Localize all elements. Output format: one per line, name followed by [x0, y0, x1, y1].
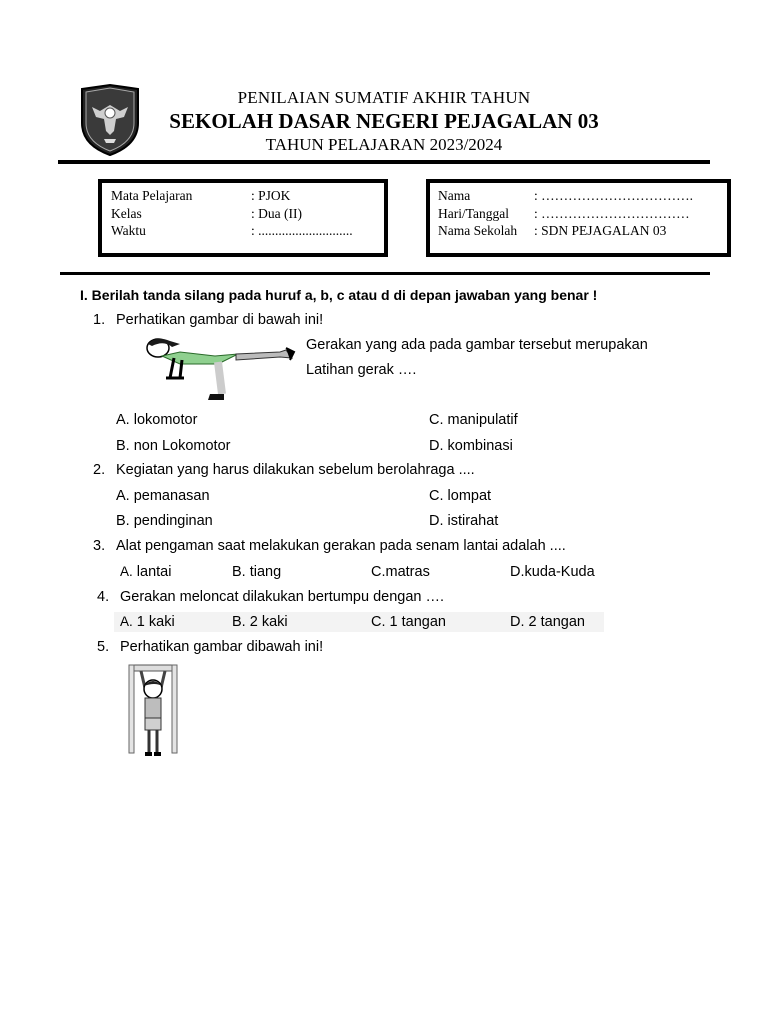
q2-option-a[interactable]: A. pemanasan [116, 488, 210, 504]
q3-option-a-letter: A. [120, 564, 133, 579]
q2-option-d[interactable]: D. istirahat [429, 513, 499, 529]
subject-info-box [98, 179, 388, 257]
q4-option-c[interactable]: C. 1 tangan [371, 614, 446, 630]
school-name: SEKOLAH DASAR NEGERI PEJAGALAN 03 [169, 109, 599, 133]
q4-option-a[interactable] [120, 614, 175, 630]
info-row-name [438, 187, 693, 205]
q2-number: 2. [93, 462, 106, 478]
q4-number: 4. [97, 589, 110, 605]
hanging-bar-illustration [125, 662, 181, 762]
plank-exercise-illustration [140, 334, 298, 406]
info-label: Kelas [111, 205, 142, 221]
info-value: : PJOK [251, 188, 291, 203]
q2-text: Kegiatan yang harus dilakukan sebelum berolahraga .... [116, 462, 475, 478]
q1-option-d[interactable]: D. kombinasi [429, 438, 513, 454]
info-label: Nama Sekolah [438, 223, 518, 238]
info-label: Mata Pelajaran [111, 188, 193, 203]
q4-option-a-letter: A. [120, 614, 133, 629]
info-row-class [111, 205, 353, 223]
info-value: : Dua (II) [251, 205, 302, 221]
q1-option-a[interactable]: A. lokomotor [116, 412, 198, 428]
info-row-date [438, 205, 693, 223]
q1-option-b[interactable]: B. non Lokomotor [116, 438, 231, 454]
q3-option-b[interactable]: B. tiang [232, 564, 282, 580]
info-row-subject [111, 187, 353, 205]
q3-option-c[interactable]: C.matras [371, 564, 430, 580]
info-value: : SDN PEJAGALAN 03 [534, 223, 667, 238]
info-row-school [438, 222, 693, 240]
q5-number: 5. [97, 639, 110, 655]
q3-option-a-text: lantai [136, 564, 172, 580]
q2-option-c[interactable]: C. lompat [429, 488, 492, 504]
info-value: : …………………………… [534, 205, 690, 221]
student-info-box [426, 179, 731, 257]
q4-text: Gerakan meloncat dilakukan bertumpu dengan …. [120, 589, 445, 605]
q4-option-b[interactable]: B. 2 kaki [232, 614, 288, 630]
q1-description-line2: Latihan gerak …. [306, 362, 417, 378]
info-label: Waktu [111, 223, 146, 238]
header-divider [58, 160, 710, 164]
q4-option-a-text: 1 kaki [136, 614, 175, 630]
info-divider [60, 272, 710, 275]
q3-option-a[interactable] [120, 564, 171, 580]
info-label: Nama [438, 188, 471, 203]
academic-year: TAHUN PELAJARAN 2023/2024 [265, 135, 503, 154]
q1-text: Perhatikan gambar di bawah ini! [116, 312, 324, 328]
info-row-time [111, 222, 353, 240]
q3-number: 3. [93, 538, 106, 554]
exam-title: PENILAIAN SUMATIF AKHIR TAHUN [237, 88, 531, 107]
q4-option-d[interactable]: D. 2 tangan [510, 614, 585, 630]
info-value: : ……………………………. [534, 188, 694, 203]
q5-text: Perhatikan gambar dibawah ini! [120, 639, 324, 655]
q1-description-line1: Gerakan yang ada pada gambar tersebut merupakan [306, 337, 648, 353]
q3-text: Alat pengaman saat melakukan gerakan pada senam lantai adalah .... [116, 538, 566, 554]
q1-number: 1. [93, 312, 106, 328]
info-value: : ............................ [251, 223, 353, 238]
info-label: Hari/Tanggal [438, 205, 510, 221]
q3-option-d[interactable]: D.kuda-Kuda [510, 564, 595, 580]
q1-option-c[interactable]: C. manipulatif [429, 412, 518, 428]
section-instruction: I. Berilah tanda silang pada huruf a, b, c atau d di depan jawaban yang benar ! [80, 287, 598, 303]
q2-option-b[interactable]: B. pendinginan [116, 513, 213, 529]
